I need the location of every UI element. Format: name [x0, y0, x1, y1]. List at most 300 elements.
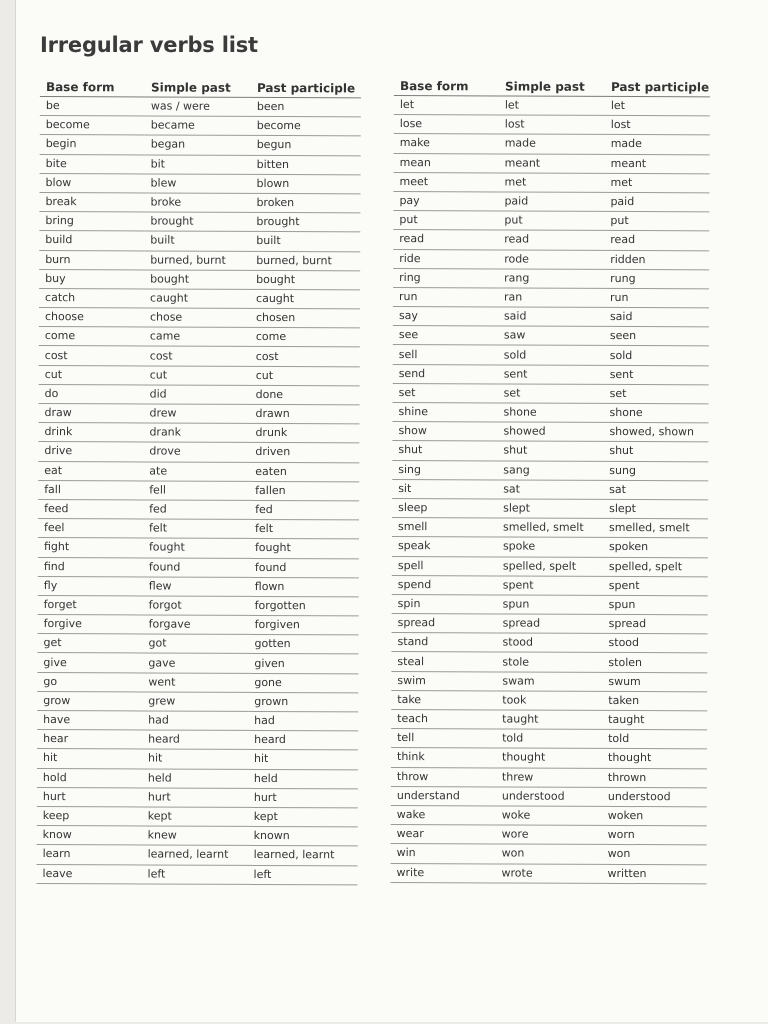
- table-row: [37, 710, 358, 731]
- cell-past-participle: heard: [248, 731, 358, 751]
- table-row: [39, 288, 360, 309]
- cell-base-form: spread: [392, 614, 497, 634]
- cell-past-participle: worn: [602, 826, 707, 846]
- cell-past-participle: become: [251, 117, 361, 137]
- table-row: [391, 825, 707, 846]
- verbs-table-left-body: [36, 96, 360, 884]
- cell-past-participle: woken: [602, 806, 707, 826]
- cell-base-form: cost: [39, 346, 144, 366]
- cell-base-form: choose: [39, 308, 144, 328]
- cell-past-participle: sent: [604, 365, 709, 385]
- cell-simple-past: slept: [497, 499, 603, 519]
- table-row: [392, 402, 708, 423]
- cell-base-form: lose: [394, 115, 499, 135]
- cell-simple-past: rang: [498, 269, 604, 289]
- cell-simple-past: was / were: [145, 97, 251, 117]
- cell-past-participle: done: [250, 385, 360, 405]
- cell-base-form: come: [39, 327, 144, 347]
- table-row: [38, 461, 359, 482]
- header-base-form: Base form: [394, 77, 499, 96]
- cell-past-participle: drunk: [249, 424, 359, 444]
- cell-past-participle: thrown: [602, 768, 707, 788]
- cell-base-form: sleep: [392, 498, 497, 518]
- cell-simple-past: met: [498, 173, 604, 193]
- cell-past-participle: eaten: [249, 462, 359, 482]
- cell-base-form: wake: [391, 805, 496, 825]
- table-row: [393, 287, 709, 308]
- cell-past-participle: found: [249, 558, 359, 578]
- cell-simple-past: wore: [496, 825, 602, 845]
- cell-base-form: get: [37, 634, 142, 654]
- cell-base-form: swim: [391, 671, 496, 691]
- cell-base-form: burn: [39, 250, 144, 270]
- cell-base-form: have: [37, 710, 142, 730]
- table-row: [391, 709, 707, 730]
- table-row: [38, 403, 359, 424]
- cell-simple-past: grew: [142, 692, 248, 712]
- table-row: [38, 442, 359, 463]
- cell-base-form: hurt: [37, 787, 142, 807]
- cell-simple-past: hit: [142, 749, 248, 769]
- cell-base-form: read: [393, 230, 498, 250]
- cell-past-participle: fed: [249, 500, 359, 520]
- cell-past-participle: hurt: [248, 788, 358, 808]
- cell-base-form: hear: [37, 730, 142, 750]
- cell-past-participle: ridden: [604, 250, 709, 270]
- cell-simple-past: ran: [498, 288, 604, 308]
- cell-base-form: buy: [39, 269, 144, 289]
- cell-simple-past: spread: [497, 614, 603, 634]
- cell-simple-past: brought: [144, 212, 250, 232]
- cell-simple-past: hurt: [142, 788, 248, 808]
- table-row: [392, 518, 708, 539]
- table-row: [392, 575, 708, 596]
- table-row: [36, 864, 357, 885]
- cell-simple-past: took: [496, 691, 602, 711]
- table-row: [39, 308, 360, 329]
- table-row: [393, 383, 709, 404]
- cell-past-participle: seen: [604, 327, 709, 347]
- table-row: [392, 594, 708, 615]
- cell-base-form: sit: [392, 479, 497, 499]
- cell-simple-past: fed: [143, 500, 249, 520]
- cell-past-participle: run: [604, 288, 709, 308]
- cell-simple-past: bought: [144, 270, 250, 290]
- cell-past-participle: stood: [602, 634, 707, 654]
- cell-base-form: throw: [391, 767, 496, 787]
- cell-past-participle: put: [604, 212, 709, 232]
- header-past-participle: Past participle: [251, 79, 361, 98]
- cell-base-form: cut: [39, 365, 144, 385]
- cell-past-participle: paid: [604, 192, 709, 212]
- cell-base-form: meet: [394, 172, 499, 192]
- cell-base-form: steal: [391, 652, 496, 672]
- cell-base-form: pay: [393, 191, 498, 211]
- cell-base-form: know: [37, 826, 142, 846]
- cell-past-participle: cost: [250, 347, 360, 367]
- cell-base-form: show: [392, 422, 497, 442]
- table-row: [38, 480, 359, 501]
- cell-past-participle: built: [250, 232, 360, 252]
- cell-past-participle: blown: [250, 174, 360, 194]
- table-row: [394, 115, 710, 136]
- cell-simple-past: drove: [143, 442, 249, 462]
- cell-simple-past: forgave: [143, 615, 249, 635]
- cell-simple-past: ate: [143, 462, 249, 482]
- verbs-table-left: [36, 78, 361, 885]
- table-row: [37, 730, 358, 751]
- cell-past-participle: let: [605, 96, 710, 116]
- cell-base-form: let: [394, 95, 499, 115]
- document-page: [16, 0, 768, 1022]
- table-row: [394, 172, 710, 193]
- cell-base-form: sing: [392, 460, 497, 480]
- table-header-row: [394, 77, 710, 97]
- cell-base-form: stand: [391, 633, 496, 653]
- table-row: [391, 844, 707, 865]
- cell-base-form: keep: [37, 806, 142, 826]
- cell-simple-past: kept: [142, 807, 248, 827]
- table-row: [392, 422, 708, 443]
- cell-simple-past: spelled, spelt: [497, 556, 603, 576]
- cell-base-form: go: [37, 672, 142, 692]
- cell-past-participle: taken: [602, 691, 707, 711]
- cell-simple-past: made: [499, 134, 605, 154]
- cell-simple-past: wrote: [495, 863, 601, 883]
- cell-past-participle: held: [248, 769, 358, 789]
- cell-simple-past: paid: [498, 192, 604, 212]
- table-row: [394, 134, 710, 155]
- cell-base-form: mean: [394, 153, 499, 173]
- cell-past-participle: set: [604, 384, 709, 404]
- table-row: [40, 96, 361, 117]
- table-row: [37, 653, 358, 674]
- table-row: [39, 346, 360, 367]
- cell-past-participle: broken: [250, 193, 360, 213]
- cell-simple-past: shut: [497, 441, 603, 461]
- cell-base-form: drink: [38, 423, 143, 443]
- table-row: [37, 749, 358, 770]
- cell-simple-past: cut: [144, 366, 250, 386]
- cell-simple-past: felt: [143, 519, 249, 539]
- table-row: [40, 173, 361, 194]
- cell-simple-past: understood: [496, 787, 602, 807]
- page-title: Irregular verbs list: [40, 33, 258, 57]
- cell-base-form: blow: [40, 173, 145, 193]
- cell-past-participle: given: [248, 654, 358, 674]
- cell-past-participle: shone: [603, 403, 708, 423]
- cell-simple-past: came: [144, 327, 250, 347]
- cell-past-participle: shut: [603, 442, 708, 462]
- cell-simple-past: built: [144, 231, 250, 251]
- cell-past-participle: begun: [251, 136, 361, 156]
- cell-simple-past: forgot: [143, 596, 249, 616]
- cell-simple-past: said: [498, 307, 604, 327]
- table-row: [390, 863, 706, 884]
- cell-simple-past: saw: [498, 326, 604, 346]
- cell-base-form: sell: [393, 345, 498, 365]
- cell-past-participle: won: [602, 845, 707, 865]
- cell-past-participle: come: [250, 328, 360, 348]
- cell-simple-past: drew: [143, 404, 249, 424]
- cell-past-participle: fought: [249, 539, 359, 559]
- cell-past-participle: swum: [602, 672, 707, 692]
- cell-simple-past: went: [142, 673, 248, 693]
- table-row: [393, 345, 709, 366]
- table-row: [37, 806, 358, 827]
- cell-base-form: build: [39, 231, 144, 251]
- cell-base-form: write: [390, 863, 495, 883]
- table-row: [39, 231, 360, 252]
- cell-base-form: fight: [38, 538, 143, 558]
- cell-past-participle: met: [604, 173, 709, 193]
- cell-simple-past: did: [144, 385, 250, 405]
- table-row: [391, 729, 707, 750]
- cell-simple-past: fought: [143, 538, 249, 558]
- table-row: [391, 690, 707, 711]
- cell-base-form: teach: [391, 709, 496, 729]
- cell-simple-past: got: [142, 634, 248, 654]
- table-row: [40, 154, 361, 175]
- cell-simple-past: drank: [143, 423, 249, 443]
- cell-simple-past: sold: [498, 345, 604, 365]
- table-row: [392, 614, 708, 635]
- cell-base-form: ride: [393, 249, 498, 269]
- cell-simple-past: had: [142, 711, 248, 731]
- cell-base-form: tell: [391, 729, 496, 749]
- cell-base-form: leave: [36, 864, 141, 884]
- cell-past-participle: bought: [250, 270, 360, 290]
- table-row: [391, 652, 707, 673]
- cell-base-form: set: [393, 383, 498, 403]
- cell-base-form: spell: [392, 556, 497, 576]
- table-row: [39, 192, 360, 213]
- table-row: [38, 499, 359, 520]
- cell-past-participle: spoken: [603, 538, 708, 558]
- cell-simple-past: won: [496, 844, 602, 864]
- cell-base-form: spin: [392, 594, 497, 614]
- header-simple-past: Simple past: [499, 77, 605, 96]
- table-row: [39, 365, 360, 386]
- cell-simple-past: became: [145, 116, 251, 136]
- cell-simple-past: sat: [497, 480, 603, 500]
- cell-past-participle: understood: [602, 787, 707, 807]
- table-row: [391, 671, 707, 692]
- cell-base-form: shine: [392, 402, 497, 422]
- cell-past-participle: lost: [605, 116, 710, 136]
- table-row: [38, 576, 359, 597]
- cell-base-form: hit: [37, 749, 142, 769]
- cell-simple-past: gave: [142, 653, 248, 673]
- cell-past-participle: sung: [603, 461, 708, 481]
- cell-simple-past: stood: [496, 633, 602, 653]
- cell-simple-past: chose: [144, 308, 250, 328]
- cell-base-form: see: [393, 326, 498, 346]
- table-row: [39, 212, 360, 233]
- cell-base-form: smell: [392, 518, 497, 538]
- cell-past-participle: thought: [602, 749, 707, 769]
- cell-simple-past: told: [496, 729, 602, 749]
- cell-past-participle: told: [602, 730, 707, 750]
- cell-simple-past: smelled, smelt: [497, 518, 603, 538]
- cell-base-form: catch: [39, 288, 144, 308]
- table-row: [393, 191, 709, 212]
- cell-simple-past: learned, learnt: [142, 845, 248, 865]
- table-row: [37, 845, 358, 866]
- cell-simple-past: knew: [142, 826, 248, 846]
- cell-base-form: break: [39, 192, 144, 212]
- table-row: [393, 307, 709, 328]
- table-row: [393, 268, 709, 289]
- cell-base-form: drive: [38, 442, 143, 462]
- table-row: [391, 767, 707, 788]
- cell-past-participle: spent: [603, 576, 708, 596]
- cell-base-form: eat: [38, 461, 143, 481]
- cell-base-form: send: [393, 364, 498, 384]
- cell-base-form: take: [391, 690, 496, 710]
- cell-simple-past: stole: [496, 652, 602, 672]
- cell-past-participle: flown: [249, 577, 359, 597]
- cell-base-form: feel: [38, 519, 143, 539]
- cell-past-participle: sold: [604, 346, 709, 366]
- cell-simple-past: broke: [144, 193, 250, 213]
- cell-past-participle: learned, learnt: [248, 846, 358, 866]
- cell-simple-past: meant: [499, 154, 605, 174]
- table-row: [38, 423, 359, 444]
- cell-simple-past: woke: [496, 806, 602, 826]
- table-row: [393, 364, 709, 385]
- cell-simple-past: spun: [497, 595, 603, 615]
- cell-past-participle: been: [251, 97, 361, 117]
- cell-simple-past: let: [499, 96, 605, 116]
- cell-base-form: run: [393, 287, 498, 307]
- table-row: [392, 460, 708, 481]
- cell-past-participle: spelled, spelt: [603, 557, 708, 577]
- table-row: [38, 615, 359, 636]
- cell-simple-past: spent: [497, 576, 603, 596]
- table-row: [392, 537, 708, 558]
- cell-simple-past: spoke: [497, 537, 603, 557]
- cell-base-form: forgive: [38, 615, 143, 635]
- cell-past-participle: cut: [250, 366, 360, 386]
- table-row: [391, 633, 707, 654]
- table-row: [37, 672, 358, 693]
- cell-base-form: do: [39, 384, 144, 404]
- cell-simple-past: flew: [143, 577, 249, 597]
- cell-base-form: make: [394, 134, 499, 154]
- cell-base-form: begin: [40, 135, 145, 155]
- cell-simple-past: burned, burnt: [144, 250, 250, 270]
- cell-past-participle: brought: [250, 213, 360, 233]
- cell-simple-past: shone: [497, 403, 603, 423]
- cell-past-participle: felt: [249, 520, 359, 540]
- cell-simple-past: left: [141, 864, 247, 884]
- cell-past-participle: chosen: [250, 308, 360, 328]
- cell-past-participle: written: [601, 864, 706, 884]
- cell-base-form: become: [40, 116, 145, 136]
- cell-past-participle: taught: [602, 710, 707, 730]
- cell-simple-past: sang: [497, 461, 603, 481]
- cell-base-form: win: [391, 844, 496, 864]
- table-row: [392, 556, 708, 577]
- cell-simple-past: rode: [498, 249, 604, 269]
- cell-base-form: speak: [392, 537, 497, 557]
- cell-past-participle: stolen: [602, 653, 707, 673]
- cell-simple-past: lost: [499, 115, 605, 135]
- cell-simple-past: taught: [496, 710, 602, 730]
- cell-base-form: put: [393, 211, 498, 231]
- cell-base-form: grow: [37, 691, 142, 711]
- cell-past-participle: caught: [250, 289, 360, 309]
- cell-past-participle: sat: [603, 480, 708, 500]
- cell-simple-past: heard: [142, 730, 248, 750]
- cell-past-participle: rung: [604, 269, 709, 289]
- cell-simple-past: showed: [497, 422, 603, 442]
- table-row: [39, 250, 360, 271]
- cell-past-participle: said: [604, 307, 709, 327]
- cell-past-participle: bitten: [251, 155, 361, 175]
- cell-simple-past: caught: [144, 289, 250, 309]
- cell-simple-past: threw: [496, 768, 602, 788]
- cell-past-participle: grown: [248, 692, 358, 712]
- cell-past-participle: drawn: [249, 404, 359, 424]
- cell-base-form: fly: [38, 576, 143, 596]
- cell-base-form: hold: [37, 768, 142, 788]
- cell-base-form: bite: [40, 154, 145, 174]
- cell-past-participle: left: [247, 865, 357, 885]
- cell-simple-past: put: [498, 211, 604, 231]
- cell-past-participle: slept: [603, 499, 708, 519]
- cell-simple-past: swam: [496, 672, 602, 692]
- table-row: [38, 519, 359, 540]
- cell-past-participle: burned, burnt: [250, 251, 360, 271]
- table-row: [37, 634, 358, 655]
- table-row: [393, 326, 709, 347]
- cell-simple-past: blew: [144, 174, 250, 194]
- cell-base-form: draw: [38, 403, 143, 423]
- table-row: [392, 498, 708, 519]
- table-row: [40, 116, 361, 137]
- table-row: [38, 557, 359, 578]
- cell-base-form: bring: [39, 212, 144, 232]
- cell-past-participle: spread: [603, 614, 708, 634]
- cell-base-form: ring: [393, 268, 498, 288]
- cell-past-participle: forgotten: [249, 596, 359, 616]
- table-header-row: [40, 78, 361, 98]
- cell-past-participle: read: [604, 231, 709, 251]
- table-row: [37, 691, 358, 712]
- cell-past-participle: gone: [248, 673, 358, 693]
- cell-past-participle: known: [248, 827, 358, 847]
- verbs-table-right: [390, 77, 710, 884]
- cell-past-participle: forgiven: [249, 615, 359, 635]
- table-row: [38, 538, 359, 559]
- cell-base-form: fall: [38, 480, 143, 500]
- header-base-form: Base form: [40, 78, 145, 97]
- table-row: [38, 595, 359, 616]
- cell-past-participle: kept: [248, 807, 358, 827]
- cell-base-form: forget: [38, 595, 143, 615]
- cell-past-participle: had: [248, 711, 358, 731]
- cell-past-participle: driven: [249, 443, 359, 463]
- verbs-table-right-body: [390, 95, 709, 883]
- cell-past-participle: smelled, smelt: [603, 519, 708, 539]
- table-row: [391, 786, 707, 807]
- cell-past-participle: fallen: [249, 481, 359, 501]
- cell-simple-past: read: [498, 230, 604, 250]
- cell-base-form: find: [38, 557, 143, 577]
- cell-simple-past: set: [498, 384, 604, 404]
